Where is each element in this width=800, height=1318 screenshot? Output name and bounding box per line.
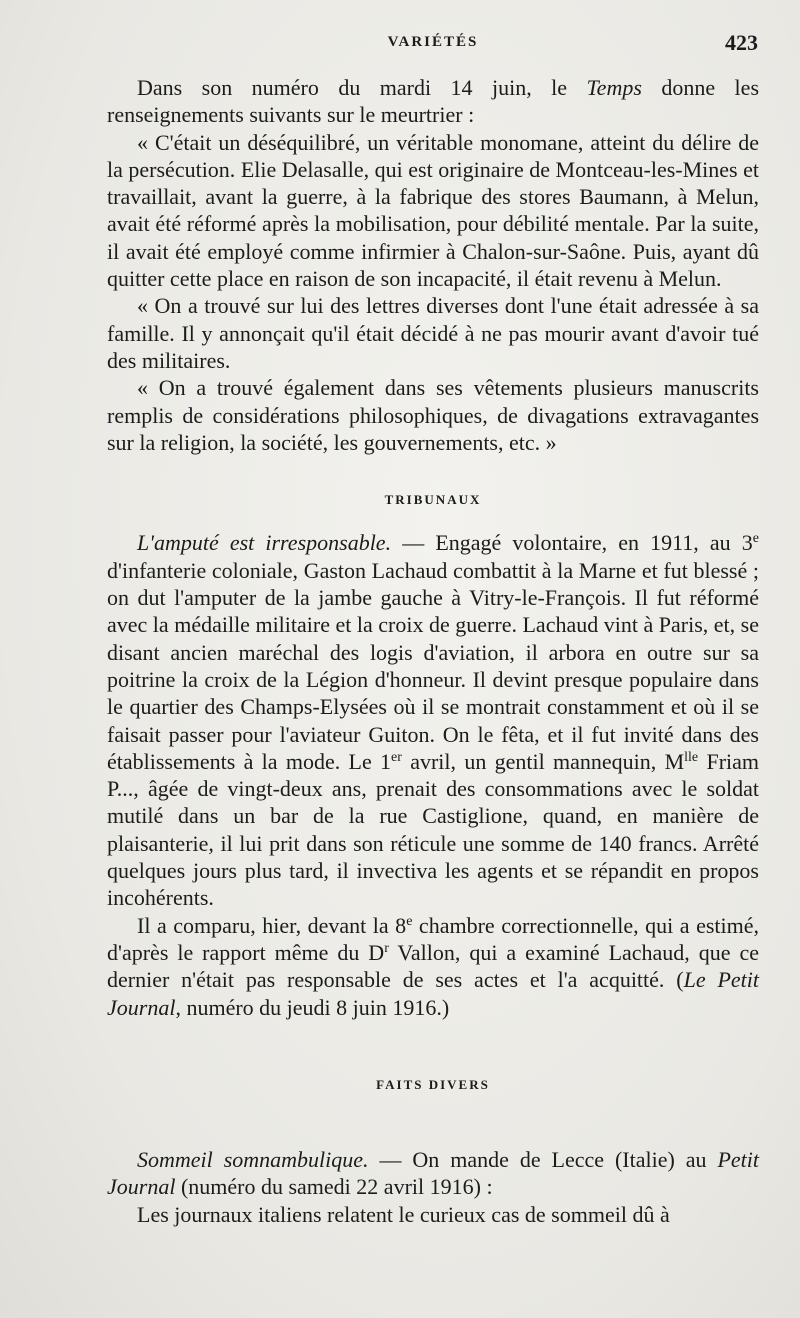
text-run: Vallon, qui a examiné Lachaud, que ce dernier n'était pas responsable de ses actes et l'a acquitté. ( bbox=[107, 939, 760, 993]
superscript: r bbox=[384, 940, 389, 956]
superscript: lle bbox=[684, 749, 699, 765]
article-lead: L'amputé est irresponsable. bbox=[137, 530, 392, 556]
page-number: 423 bbox=[725, 30, 758, 55]
section-title-tribunaux: TRIBUNAUX bbox=[384, 492, 482, 508]
text-run: Il a comparu, hier, devant la 8 bbox=[137, 912, 407, 938]
page-body bbox=[107, 74, 759, 1228]
page-header bbox=[108, 30, 758, 64]
superscript: er bbox=[391, 749, 402, 765]
paragraph-faits-1 bbox=[107, 1146, 759, 1201]
text-run: donne les renseignements suivants sur le meurtrier : bbox=[107, 75, 759, 128]
paragraph-temps-intro bbox=[107, 74, 759, 129]
text-run: — Engagé volontaire, en 1911, au 3 bbox=[391, 530, 753, 556]
paragraph-quote-3: « On a trouvé également dans ses vêtements plusieurs manuscrits remplis de considérations philosophiques, de divagations extravagantes sur la religion, la société, les gouvernements, etc. » bbox=[107, 375, 759, 455]
text-run: , numéro du jeudi 8 juin 1916.) bbox=[175, 994, 450, 1020]
newspaper-title: Petit Journal bbox=[107, 1147, 759, 1200]
superscript: e bbox=[752, 531, 760, 547]
paragraph-quote-1: « C'était un déséquilibré, un véritable monomane, atteint du délire de la persécution. Elie Delasalle, qui est originaire de Montceau-les-Mines et travaillait, avant la guerre, à la fabrique des stores Baumann, à Melun, avait été réformé après la mobilisation, pour débilité mentale. Par la suite, il avait été employé comme infirmier à Chalon-sur-Saône. Puis, ayant dû quitter cette place en raison de son incapacité, il était revenu à Melun. bbox=[107, 129, 759, 292]
text-run: — On mande de Lecce (Italie) au bbox=[368, 1147, 718, 1173]
paragraph-tribunaux-2 bbox=[107, 912, 759, 1021]
text-run: Dans son numéro du mardi 14 juin, le bbox=[137, 75, 587, 100]
text-run: Friam P..., âgée de vingt-deux ans, prenait des consommations avec le soldat mutilé dans un bar de la rue Castiglione, quand, en manière de plaisanterie, il lui prit dans son réticule une somme de 140 francs. Arrêté quelques jours plus tard, il invectiva les agents et se répandit en propos incohérents. bbox=[107, 748, 760, 911]
running-head: VARIÉTÉS bbox=[387, 34, 479, 50]
text-run: (numéro du samedi 22 avril 1916) : bbox=[175, 1174, 493, 1200]
paragraph-faits-2: Les journaux italiens relatent le curieux cas de sommeil dû à bbox=[137, 1201, 670, 1227]
text-run: d'infanterie coloniale, Gaston Lachaud combattit à la Marne et fut blessé ; on dut l'amputer de la jambe gauche à Vitry-le-François. Il fut réformé avec la médaille militaire et la croix de guerre. Lachaud vint à Paris, et, se disant ancien maréchal des logis d'aviation, il arbora en outre sur sa poitrine la croix de la Légion d'honneur. Il devint presque populaire dans le quartier des Champs-Elysées où il se montrait constamment et où il se faisait passer pour l'aviateur Guiton. On le fêta, et il fut invité dans des établissements à la mode. Le 1 bbox=[107, 557, 759, 774]
superscript: e bbox=[406, 913, 413, 929]
text-run: chambre correctionnelle, qui a estimé, d'après le rapport même du D bbox=[107, 912, 760, 965]
text-run: avril, un gentil mannequin, M bbox=[401, 748, 685, 774]
article-lead: Sommeil somnambulique. bbox=[137, 1147, 369, 1173]
paragraph-quote-2: « On a trouvé sur lui des lettres diverses dont l'une était adressée à sa famille. Il y annonçait qu'il était décidé à ne pas mourir avant d'avoir tué des militaires. bbox=[107, 293, 759, 373]
newspaper-title: Le Petit Journal bbox=[107, 967, 759, 1020]
newspaper-title: Temps bbox=[586, 75, 642, 100]
section-title-faits-divers: FAITS DIVERS bbox=[376, 1076, 490, 1092]
paragraph-tribunaux-1 bbox=[107, 529, 759, 911]
